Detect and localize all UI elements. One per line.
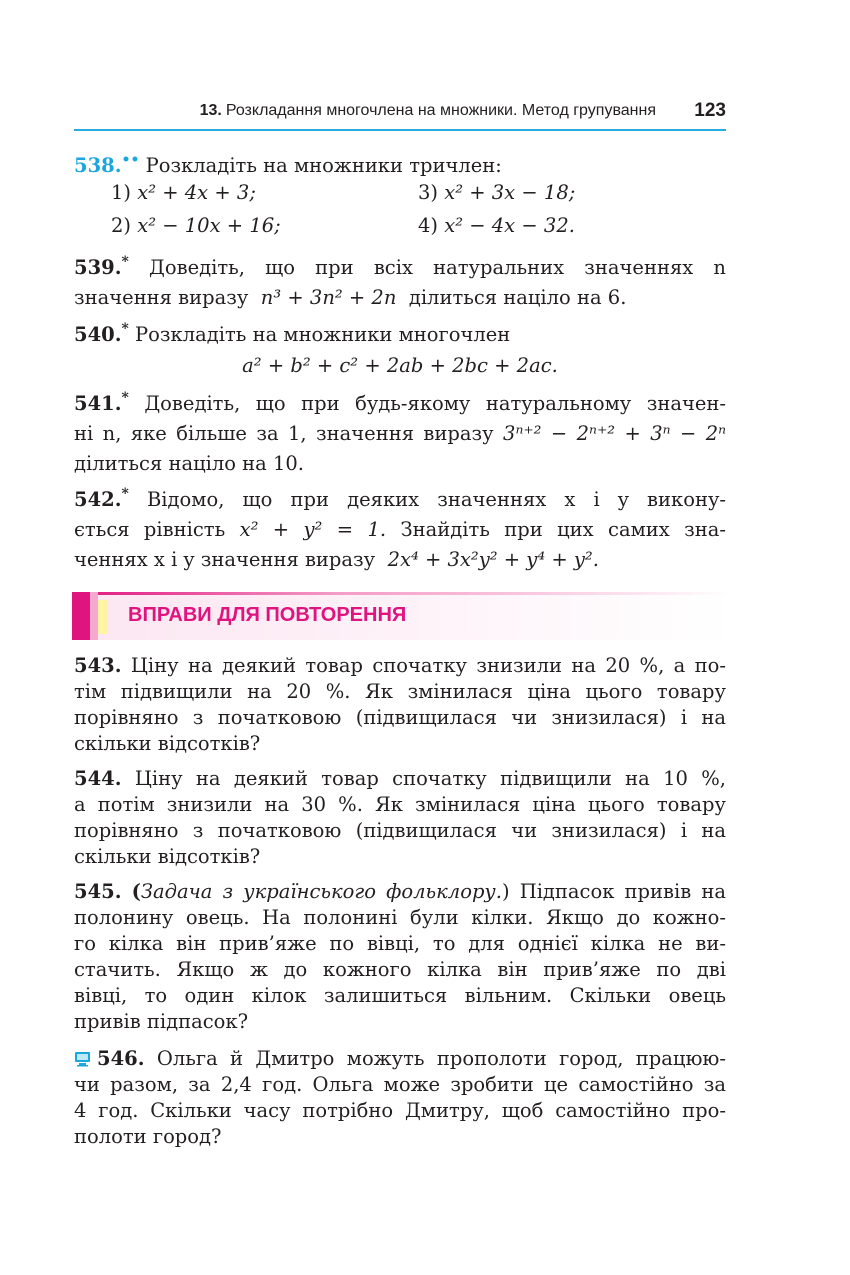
- list-item: [418, 181, 575, 204]
- problem-text: Ціну на деякий товар спочатку підвищили на 10 %,: [134, 767, 726, 790]
- problem-number: 546.: [97, 1047, 145, 1070]
- problem-text: ні n, яке більше за 1, значення виразу: [74, 422, 494, 445]
- problem-text: Доведіть, що при будь-якому натуральному значен-: [144, 392, 727, 415]
- problem-text: ченнях x і y значення виразу: [74, 548, 376, 571]
- problem-text: Знайдіть при цих самих зна-: [400, 518, 726, 541]
- running-header: [74, 99, 726, 131]
- italic-note: Задача з українського фольклору.: [140, 880, 502, 903]
- problem-text: Ольга й Дмитро можуть прополоти город, працюю-: [156, 1047, 726, 1070]
- problem-number: 544.: [74, 767, 122, 790]
- problem-text: стачить. Якщо ж до кожного кілка він прив’яже по дві: [74, 958, 726, 981]
- problem-number: 545.: [74, 880, 122, 903]
- problem-text: а потім знизили на 30 %. Як змінилася ціна цього товару: [74, 793, 726, 816]
- problem-543-line: [74, 705, 726, 732]
- problem-539-line2: [74, 283, 726, 312]
- problem-543: [74, 653, 726, 680]
- problem-545: 545. (Задача з українського фольклору.) Підпасок привів на: [74, 880, 726, 903]
- decorative-bar: [90, 592, 98, 640]
- problem-545-line: [74, 957, 726, 984]
- problem-546-line: [74, 1072, 726, 1099]
- problem-text: Розкладіть на множники тричлен:: [145, 154, 502, 177]
- problem-546-line: [74, 1124, 726, 1151]
- problem-text: порівняно з початковою (підвищилася чи знизилася) і на: [74, 819, 726, 842]
- problem-text: скільки відсотків?: [74, 732, 261, 755]
- computer-icon: [74, 1048, 91, 1064]
- problem-546-line: [74, 1098, 726, 1125]
- problem-text: Розкладіть на множники многочлен: [135, 323, 511, 346]
- math-expression: 3ⁿ⁺² − 2ⁿ⁺² + 3ⁿ − 2ⁿ: [503, 422, 727, 445]
- problem-text: вівці, то один кілок залишиться вільним. Скільки овець: [74, 984, 726, 1007]
- problem-text: полоти город?: [74, 1125, 222, 1148]
- problem-number: 539.: [74, 256, 122, 279]
- item-label: 2): [111, 214, 132, 237]
- item-label: 4): [418, 214, 439, 237]
- problem-number: 538.: [74, 154, 122, 177]
- review-section-heading: [72, 592, 732, 640]
- problem-text: Ціну на деякий товар спочатку знизили на 20 %, а по-: [130, 654, 726, 677]
- problem-text: ділиться націло на 10.: [74, 452, 305, 475]
- problem-number: 540.: [74, 323, 122, 346]
- problem-544-line: [74, 818, 726, 845]
- difficulty-marker: ••: [121, 152, 140, 168]
- problem-542-line3: [74, 545, 726, 574]
- problem-number: 543.: [74, 654, 122, 677]
- item-expression: x² − 10x + 16;: [137, 214, 281, 237]
- item-expression: x² + 4x + 3;: [137, 181, 256, 204]
- math-expression: 2x⁴ + 3x²y² + y⁴ + y².: [387, 548, 599, 571]
- header-section: [200, 102, 656, 120]
- difficulty-marker: *: [121, 486, 129, 502]
- math-expression: n³ + 3n² + 2n: [260, 286, 397, 309]
- problem-545-line: [74, 1009, 726, 1036]
- problem-text: Доведіть, що при всіх натуральних значеннях n: [149, 256, 726, 279]
- item-label: 1): [111, 181, 132, 204]
- problem-544-line: [74, 844, 726, 871]
- difficulty-marker: *: [121, 254, 129, 270]
- problem-545-line: [74, 931, 726, 958]
- problem-540-expression: [74, 351, 726, 380]
- problem-541-line3: [74, 449, 726, 478]
- problem-text: го кілка він прив’яже по вівці, то для однієї кілка не ви-: [74, 932, 726, 955]
- decorative-bar: [72, 592, 90, 640]
- problem-text: ється рівність: [74, 518, 226, 541]
- problem-text: скільки відсотків?: [74, 845, 261, 868]
- list-item: [418, 214, 575, 237]
- decorative-line: [72, 592, 732, 595]
- math-expression: a² + b² + c² + 2ab + 2bc + 2ac.: [242, 354, 558, 377]
- page-number: 123: [694, 100, 726, 121]
- problem-544-line: [74, 792, 726, 819]
- header-section-number: 13.: [199, 102, 222, 119]
- problem-number: 541.: [74, 392, 122, 415]
- problem-text: ділиться націло на 6.: [408, 286, 627, 309]
- header-section-title: Розкладання многочлена на множники. Метод групування: [225, 102, 656, 119]
- problem-542: [74, 485, 726, 514]
- problem-540: [74, 320, 726, 349]
- problem-541-line2: [74, 419, 726, 448]
- problem-542-line2: [74, 515, 726, 544]
- problem-543-line: [74, 731, 726, 758]
- problem-545-line: [74, 983, 726, 1010]
- problem-545-line: [74, 905, 726, 932]
- item-expression: x² − 4x − 32.: [444, 214, 575, 237]
- problem-number: 542.: [74, 488, 122, 511]
- list-item: [111, 181, 256, 204]
- problem-546: [74, 1046, 726, 1073]
- item-expression: x² + 3x − 18;: [444, 181, 576, 204]
- problem-text: полонину овець. На полонині були кілки. Якщо до кожно-: [74, 906, 726, 929]
- problem-text: Відомо, що при деяких значеннях x і y викону-: [146, 488, 727, 511]
- problem-text: тім підвищили на 20 %. Як змінилася ціна цього товару: [74, 680, 726, 703]
- math-expression: x² + y² = 1.: [239, 518, 387, 541]
- difficulty-marker: *: [121, 321, 129, 337]
- problem-text: Підпасок привів на: [519, 880, 726, 903]
- section-title: ВПРАВИ ДЛЯ ПОВТОРЕННЯ: [128, 604, 407, 626]
- problem-text: порівняно з початковою (підвищилася чи знизилася) і на: [74, 706, 726, 729]
- problem-text: привів підпасок?: [74, 1010, 249, 1033]
- problem-544: [74, 766, 726, 793]
- item-label: 3): [418, 181, 439, 204]
- difficulty-marker: *: [121, 390, 129, 406]
- problem-543-line: [74, 679, 726, 706]
- decorative-bar: [98, 600, 108, 634]
- problem-539: [74, 253, 726, 282]
- open-paren: (: [131, 880, 141, 903]
- problem-text: значення виразу: [74, 286, 249, 309]
- problem-541: [74, 389, 726, 418]
- problem-538: [74, 151, 726, 180]
- problem-text: чи разом, за 2,4 год. Ольга може зробити це самостійно за: [74, 1073, 726, 1096]
- list-item: [111, 214, 281, 237]
- problem-text: 4 год. Скільки часу потрібно Дмитру, щоб самостійно про-: [74, 1099, 726, 1122]
